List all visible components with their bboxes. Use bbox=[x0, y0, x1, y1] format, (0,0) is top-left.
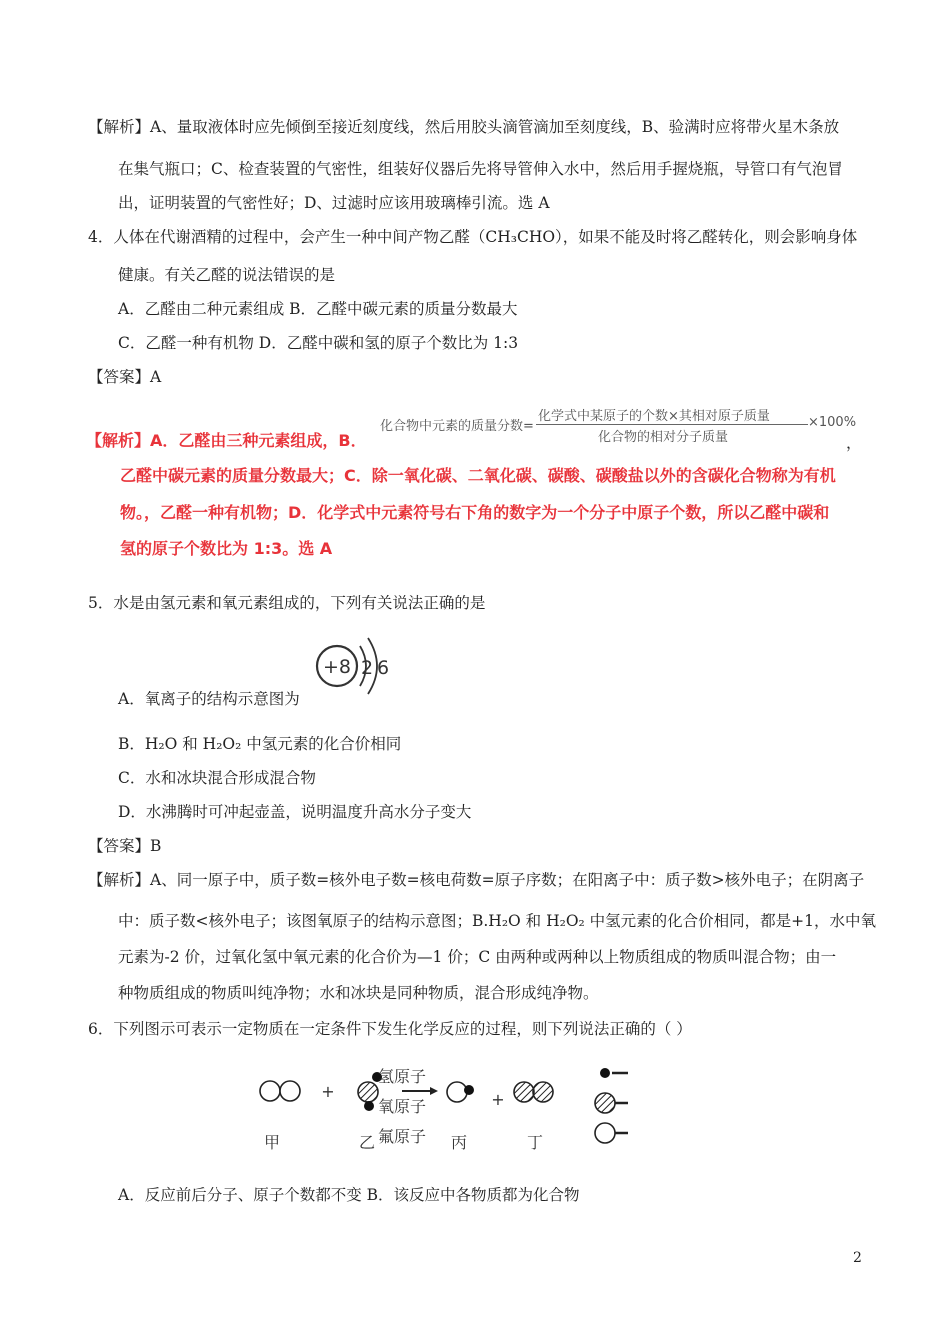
label-yi: 乙 bbox=[359, 1133, 376, 1152]
q4-stem-line-2: 健康。有关乙醛的说法错误的是 bbox=[118, 266, 336, 284]
legend-hydrogen-label: 氢原子 bbox=[378, 1067, 427, 1086]
q4-analysis-first: 【解析】A．乙醛由三种元素组成，B． bbox=[86, 431, 367, 450]
q3-analysis-line-1: 【解析】A、量取液体时应先倾倒至接近刻度线，然后用胶头滴管滴加至刻度线，B、验满时应将带火星木条放 bbox=[88, 118, 840, 136]
reaction-diagram bbox=[250, 1060, 710, 1160]
shell-1-count: 2 bbox=[360, 657, 374, 679]
q3-analysis-line-2: 在集气瓶口；C、检查装置的气密性，组装好仪器后先将导管伸入水中，然后用手握烧瓶，导管口有气泡冒 bbox=[118, 160, 843, 178]
formula-left: 化合物中元素的质量分数= bbox=[380, 419, 534, 434]
legend-hydrogen-symbol bbox=[600, 1068, 610, 1078]
plus-sign-2: + bbox=[491, 1090, 505, 1109]
legend-oxygen-label: 氧原子 bbox=[378, 1097, 427, 1116]
legend-fluorine-symbol bbox=[595, 1123, 615, 1143]
shell-2-count: 6 bbox=[376, 657, 390, 679]
molecule-bing bbox=[447, 1082, 474, 1102]
q5-option-c: C．水和冰块混合形成混合物 bbox=[118, 769, 316, 787]
label-ding: 丁 bbox=[527, 1133, 544, 1152]
q4-stem-line-1: 4．人体在代谢酒精的过程中，会产生一种中间产物乙醛（CH₃CHO），如果不能及时将乙醛转化，则会影响身体 bbox=[88, 228, 858, 246]
q5-analysis-line-1: 【解析】A、同一原子中，质子数=核外电子数=核电荷数=原子序数；在阳离子中：质子数>核外电子；在阴离子 bbox=[88, 871, 865, 889]
label-bing: 丙 bbox=[451, 1133, 468, 1152]
plus-sign-1: + bbox=[321, 1082, 335, 1101]
molecule-jia bbox=[260, 1081, 300, 1101]
q5-answer: 【答案】B bbox=[88, 837, 162, 855]
legend-oxygen-symbol bbox=[595, 1093, 615, 1113]
formula-numerator: 化学式中某原子的个数×其相对原子质量 bbox=[538, 409, 770, 424]
q4-option-c-d: C．乙醛一种有机物 D．乙醛中碳和氢的原子个数比为 1:3 bbox=[118, 334, 519, 352]
q3-analysis-line-3: 出，证明装置的气密性好；D、过滤时应该用玻璃棒引流。选 A bbox=[118, 194, 550, 212]
q4-option-a-b: A．乙醛由二种元素组成 B．乙醛中碳元素的质量分数最大 bbox=[118, 300, 518, 318]
q5-analysis-line-2: 中：质子数<核外电子；该图氧原子的结构示意图；B.H₂O 和 H₂O₂ 中氢元素的化合价相同，都是+1，水中氧 bbox=[118, 912, 877, 930]
formula-comma: ， bbox=[846, 434, 862, 452]
q5-analysis-line-4: 种物质组成的物质叫纯净物；水和冰块是同种物质，混合形成纯净物。 bbox=[118, 984, 599, 1002]
q4-answer: 【答案】A bbox=[88, 368, 162, 386]
q5-stem: 5．水是由氢元素和氧元素组成的，下列有关说法正确的是 bbox=[88, 594, 486, 612]
q4-analysis-line-3: 物。，乙醛一种有机物；D．化学式中元素符号右下角的数字为一个分子中原子个数，所以乙醛中碳和 bbox=[120, 503, 830, 522]
q5-option-b: B．H₂O 和 H₂O₂ 中氢元素的化合价相同 bbox=[118, 735, 402, 753]
page-number: 2 bbox=[853, 1250, 862, 1266]
q5-option-a: A．氧离子的结构示意图为 bbox=[118, 690, 300, 708]
q5-analysis-line-3: 元素为-2 价，过氧化氢中氧元素的化合价为—1 价；C 由两种或两种以上物质组成的物质叫混合物；由一 bbox=[118, 948, 837, 966]
molecule-ding bbox=[514, 1082, 553, 1102]
q6-stem: 6．下列图示可表示一定物质在一定条件下发生化学反应的过程，则下列说法正确的（ ） bbox=[88, 1020, 692, 1038]
formula-denominator: 化合物的相对分子质量 bbox=[598, 430, 729, 445]
legend-fluorine-label: 氟原子 bbox=[378, 1127, 427, 1146]
label-jia: 甲 bbox=[264, 1133, 281, 1152]
q5-option-d: D．水沸腾时可冲起壶盖，说明温度升高水分子变大 bbox=[118, 803, 472, 821]
q6-options: A．反应前后分子、原子个数都不变 B．该反应中各物质都为化合物 bbox=[118, 1186, 580, 1204]
q4-analysis-line-4: 氢的原子个数比为 1:3。选 A bbox=[120, 539, 333, 558]
nucleus-charge: +8 bbox=[322, 656, 352, 678]
mass-fraction-formula bbox=[380, 405, 857, 449]
formula-right: ×100% bbox=[808, 415, 857, 430]
q4-analysis-line-2: 乙醛中碳元素的质量分数最大；C．除一氧化碳、二氧化碳、碳酸、碳酸盐以外的含碳化合物称为有机 bbox=[120, 466, 836, 485]
oxygen-ion-diagram bbox=[312, 634, 402, 702]
fraction-bar bbox=[536, 424, 808, 425]
